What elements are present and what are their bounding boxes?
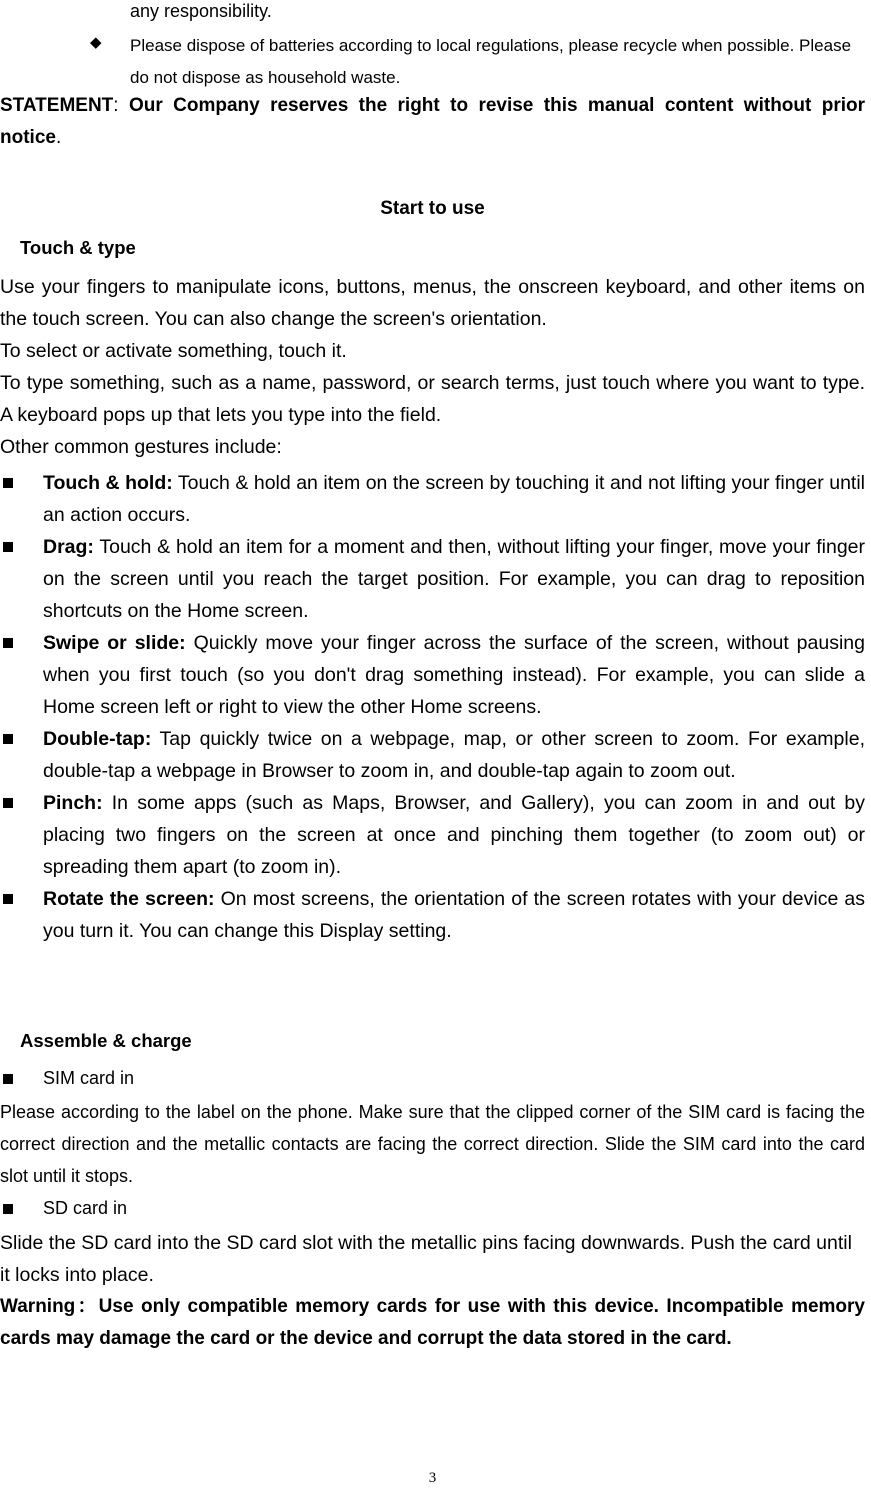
battery-line-tail: any responsibility.	[130, 1, 272, 21]
list-item: Swipe or slide: Quickly move your finger across the surface of the screen, without pausing when you first touch (so you don't drag something instead). For example, you can slide a Home screen left or right to view the other Home screens.	[0, 627, 865, 723]
sim-card-text: Please according to the label on the phone. Make sure that the clipped corner of the SIM card is facing the correct direction and the metallic contacts are facing the correct direction. Slide the SIM card into the card slot until it stops.	[0, 1102, 865, 1186]
diamond-bullet-icon: ◆	[90, 34, 102, 51]
square-bullet-icon	[3, 734, 13, 744]
intro-paragraph-2: To select or activate something, touch it.	[0, 340, 347, 362]
battery-dispose-note: Please dispose of batteries according to local regulations, please recycle when possible. Please do not dispose as household waste.	[130, 36, 852, 87]
square-bullet-icon	[3, 478, 13, 488]
list-item: Double-tap: Tap quickly twice on a webpage, map, or other screen to zoom. For example, double-tap a webpage in Browser to zoom in, and double-tap again to zoom out.	[0, 723, 865, 787]
list-item: Drag: Touch & hold an item for a moment and then, without lifting your finger, move your finger on the screen until you reach the target position. For example, you can drag to reposition shortcuts on the Home screen.	[0, 531, 865, 627]
square-bullet-icon	[3, 894, 13, 904]
section-title-start: Start to use	[380, 198, 485, 219]
list-item: Pinch: In some apps (such as Maps, Browser, and Gallery), you can zoom in and out by placing two fingers on the screen at once and pinching them together (to zoom out) or spreading them apart (to zoom in).	[0, 787, 865, 883]
square-bullet-icon	[3, 1074, 13, 1084]
intro-paragraph-4: Other common gestures include:	[0, 436, 282, 458]
intro-paragraph-3: To type something, such as a name, password, or search terms, just touch where you want to type. A keyboard pops up that lets you type into the field.	[0, 372, 865, 426]
statement: STATEMENT: Our Company reserves the right to revise this manual content without prior notice.	[0, 95, 865, 148]
heading-touch-type: Touch & type	[20, 237, 136, 258]
square-bullet-icon	[3, 542, 13, 552]
square-bullet-icon	[3, 1204, 13, 1214]
statement-label: STATEMENT	[0, 95, 114, 116]
warning-text: Warning：Use only compatible memory cards for use with this device. Incompatible memory cards may damage the card or the device and corrupt the data stored in the card.	[0, 1296, 865, 1349]
page-number: 3	[428, 1470, 437, 1486]
sd-card-text: Slide the SD card into the SD card slot with the metallic pins facing downwards. Push the card until it locks into place.	[0, 1232, 852, 1286]
list-item: Touch & hold: Touch & hold an item on the screen by touching it and not lifting your finger until an action occurs.	[0, 467, 865, 531]
square-bullet-icon	[3, 798, 13, 808]
sim-card-label: SIM card in	[43, 1068, 135, 1088]
gesture-list	[0, 467, 865, 947]
list-item: Rotate the screen: On most screens, the orientation of the screen rotates with your device as you turn it. You can change this Display setting.	[0, 883, 865, 947]
intro-paragraph-1: Use your fingers to manipulate icons, buttons, menus, the onscreen keyboard, and other items on the touch screen. You can also change the screen's orientation.	[0, 276, 865, 330]
square-bullet-icon	[3, 638, 13, 648]
sd-card-label: SD card in	[43, 1198, 128, 1218]
statement-text: Our Company reserves the right to revise this manual content without prior notice	[0, 95, 865, 148]
heading-assemble-charge: Assemble & charge	[20, 1030, 192, 1051]
